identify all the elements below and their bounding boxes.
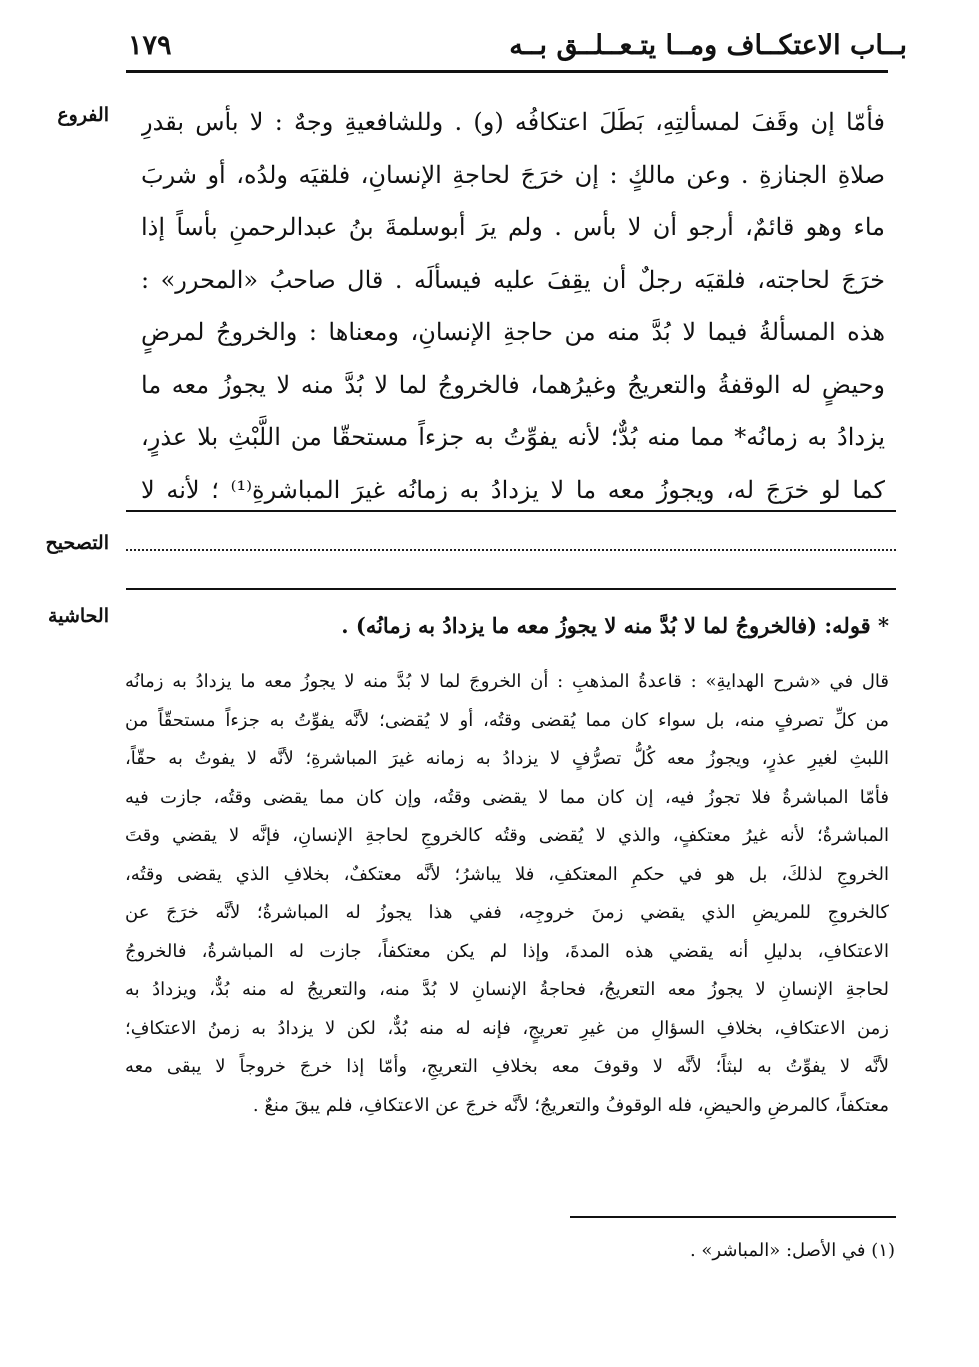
tashih-dotted-line xyxy=(126,549,896,551)
hashiya-heading: * قوله: (فالخروجُ لما لا بُدَّ منه لا يجوزُ معه ما يزدادُ به زمانُه) . xyxy=(341,613,889,638)
side-label-hashiya: الحاشية xyxy=(48,605,109,627)
main-text-line: وحيضٍ له الوقفةُ والتعريجُ وغيرُهما، فالخروجُ لما لا بُدَّ منه لا يجوزُ معه ما xyxy=(141,370,885,399)
section-divider xyxy=(126,588,896,590)
hashiya-line: كالخروجِ للمريضِ الذي يقضي زمنَ خروجِه، ففي هذا يجوزُ له المباشرةُ؛ لأنَّه خرَجَ عن xyxy=(125,902,889,923)
main-text-line: ماء وهو قائمٌ، أرجو أن لا بأس . ولم يرَ أبوسلمةَ بنُ عبدالرحمنِ بأساً إذا xyxy=(141,213,885,241)
hashiya-line: المباشرةُ؛ لأنه غيرُ معتكفٍ، والذي لا يُقضى وقتُه كالخروجِ لحاجةِ الإنسانِ، فإنَّه لا يقضي وقتَ xyxy=(125,825,889,846)
running-header-title: بــاب الاعتكــاف ومــا يتـعــلــق بــه xyxy=(509,30,907,61)
footnote-rule xyxy=(570,1216,896,1218)
main-text-block xyxy=(141,96,885,516)
main-text-line: يزدادُ به زمانُه* مما منه بُدٌّ؛ لأنه يفوِّتُ به جزءاً مستحقّا من اللَّبْثِ بلا عذرٍ، xyxy=(141,423,885,451)
main-text-line: فأمّا إن وقَفَ لمسألتِهِ، بَطَلَ اعتكافُه (و) . وللشافعيةِ وجهٌ : لا بأس بقدرِ xyxy=(141,108,885,136)
hashiya-line: معتكفاً، كالمرضِ والحيضِ، فله الوقوفُ والتعريجُ؛ لأنَّه خرجَ عن الاعتكافِ، فلم يبقَ منعٌ . xyxy=(252,1094,889,1116)
hashiya-line: زمن الاعتكافِ، بخلافِ السؤالِ من غيرِ تعريجٍ، فإنه له منه بُدٌّ، لكن لا يزدادُ به زمنُ الاعتكافِ؛ xyxy=(125,1017,889,1039)
section-divider xyxy=(126,510,896,512)
main-text-line: صلاةِ الجنازةِ . وعن مالكٍ : إن خرَجَ لحاجةِ الإنسانِ، فلقيَه ولدُه، أو شربَ xyxy=(141,160,885,189)
side-label-furu: الفروع xyxy=(57,104,109,126)
hashiya-line: اللبثِ لغيرِ عذرٍ، ويجوزُ معه كُلُّ تصرُّفٍ لا يزدادُ به زمانه غيرَ المباشرةِ؛ لأنَّه لا يفوتُ به حقّاً، xyxy=(125,748,889,769)
side-label-tashih: التصحيح xyxy=(45,532,109,554)
hashiya-line: قال في «شرح الهدايةِ» : قاعدةُ المذهبِ : أن الخروجَ لما لا بُدَّ منه لا يجوزُ معه ما يزدادُ به زمانُه xyxy=(125,671,889,692)
main-text-line: خرَجَ لحاجته، فلقيَه رجلٌ أن يقِفَ عليه فيسألَه . قال صاحبُ «المحرر» : xyxy=(141,265,885,294)
main-text-line: كما لو خرَجَ له، ويجوزُ معه ما لا يزدادُ به زمانُه غيرَ المباشرةِ⁽¹⁾ ؛ لأنه لا xyxy=(141,475,885,504)
hashiya-line: الاعتكافِ، بدليلِ أنه يقضي هذه المدةَ، وإذا لم يكن معتكفاً، جازت له المباشرةُ، فالخروجُ xyxy=(125,940,889,962)
hashiya-line: الخروجِ لذلكَ، بل هو في حكمِ المعتكفِ، فلا يباشرُ؛ لأنَّه معتكفٌ، بخلافِ الذي يقضى وقتُه، xyxy=(125,863,889,885)
hashiya-text-block xyxy=(125,663,889,1125)
footnote: (١) في الأصل: «المباشر» . xyxy=(689,1240,895,1261)
hashiya-line: من كلِّ تصرفٍ منه، بل سواء كان مما يُقضى وقتُه، أو لا يُقضى؛ لأنَّه يفوِّتُ به جزءاً مستحقّاً من xyxy=(125,709,889,731)
hashiya-line: فأمّا المباشرةُ فلا تجوزُ فيه، إن كان مما لا يقضى وقتُه، وإن كان مما يقضى وقتُه، جازت فيه xyxy=(125,786,889,808)
header-rule xyxy=(126,70,888,73)
page-number: ١٧٩ xyxy=(128,30,172,61)
hashiya-line: لأنَّه لا يفوِّتُ به لبثاً؛ لأنَّه لا وقوفَ معه بخلافِ التعريجِ، وأمّا إذا خرجَ خروجاً لا يبقى معه xyxy=(125,1056,889,1077)
hashiya-line: لحاجةِ الإنسانِ لا يجوزُ معه التعريجُ، فحاجةُ الإنسانِ لا بُدَّ منه، والتعريجُ له منه بُدٌّ، ويزدادُ به xyxy=(125,979,889,1000)
main-text-line: هذه المسألةُ فيما لا بُدَّ منه من حاجةِ الإنسانِ، ومعناها : والخروجُ لمرضٍ xyxy=(141,318,885,346)
